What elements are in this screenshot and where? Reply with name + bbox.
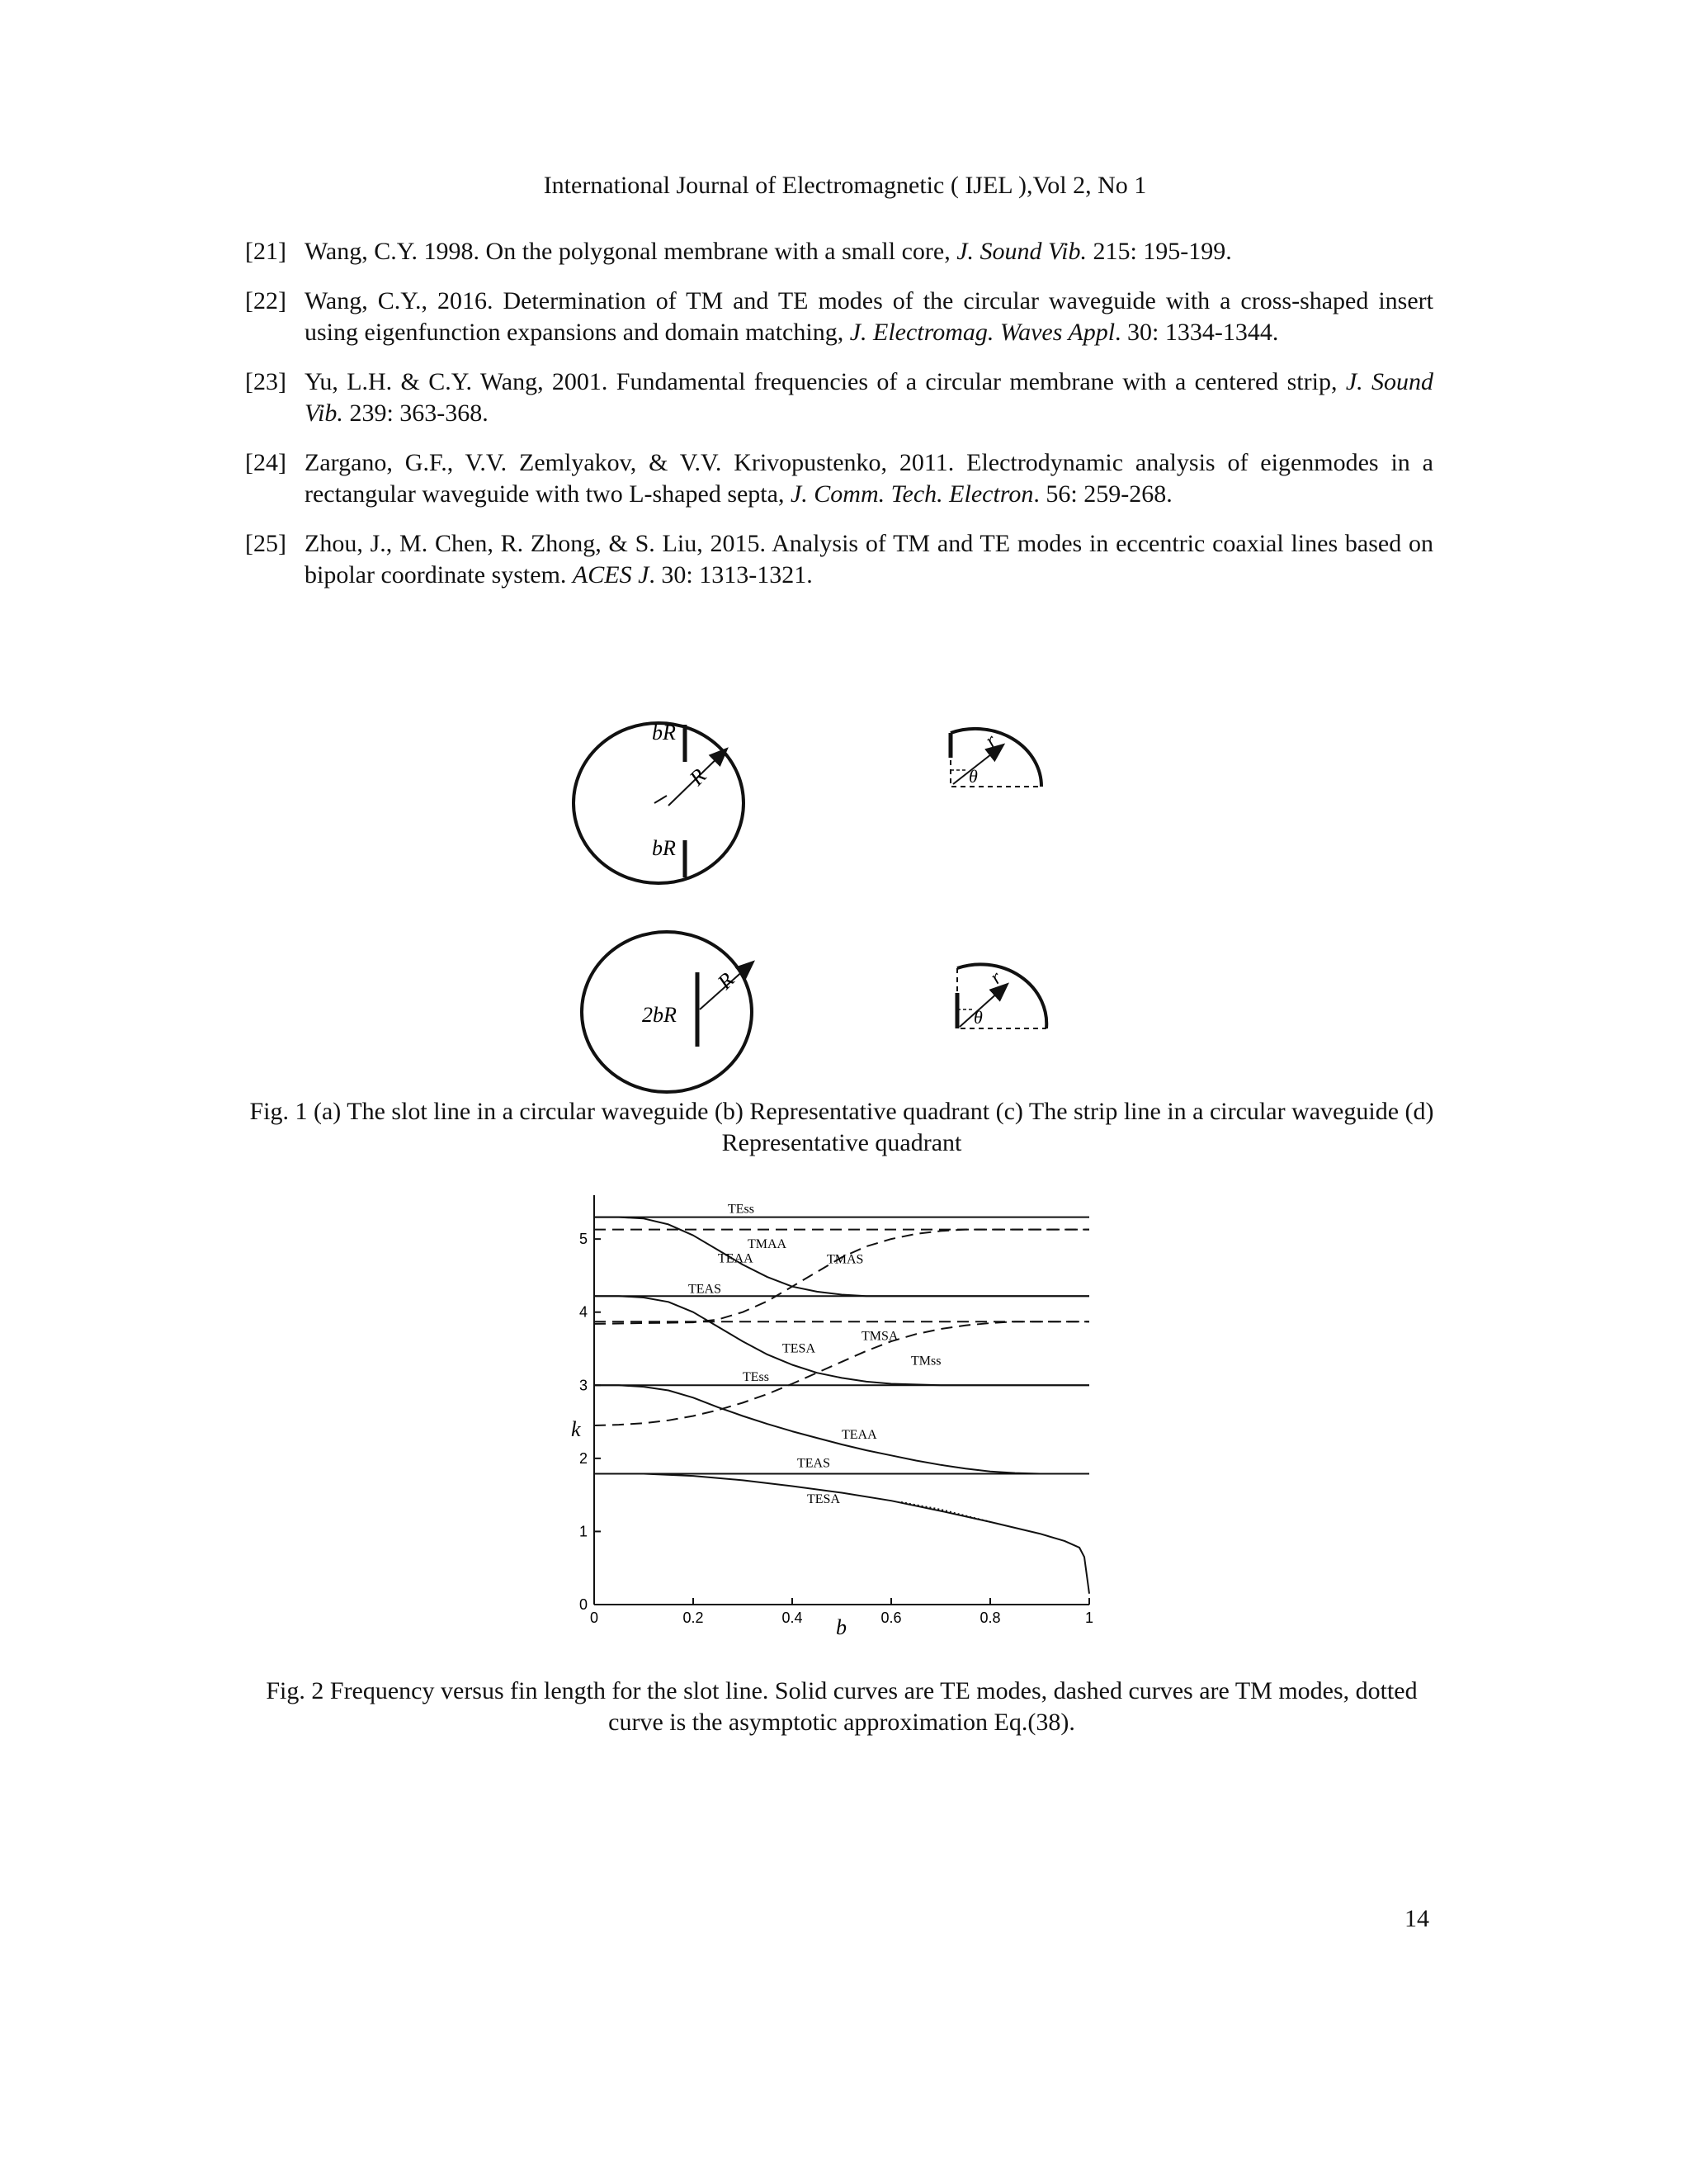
- series-label: TEAS: [797, 1456, 830, 1471]
- reference-item: [245, 528, 1433, 591]
- reference-item: [245, 286, 1433, 348]
- running-header: International Journal of Electromagnetic ( IJEL ),Vol 2, No 1: [543, 172, 1147, 199]
- reference-item: [245, 236, 1433, 267]
- x-tick-label: 1: [1084, 1610, 1094, 1626]
- slot-line-diagram: [574, 721, 744, 883]
- reference-detail: . 30: 1313-1321.: [649, 561, 813, 589]
- reference-text: Yu, L.H. & C.Y. Wang, 2001. Fundamental frequencies of a circular membrane with a centered strip,: [304, 368, 1346, 395]
- y-tick-label: 5: [578, 1231, 588, 1248]
- reference-journal: J. Comm. Tech. Electron: [790, 480, 1034, 508]
- quadrant-diagram-d: [957, 964, 1046, 1028]
- strip-line-diagram: [582, 932, 753, 1092]
- page-number: 14: [1404, 1905, 1429, 1932]
- y-axis-label: k: [571, 1417, 581, 1441]
- reference-detail: 215: 195-199.: [1086, 238, 1232, 265]
- x-tick-label: 0.2: [682, 1610, 704, 1626]
- reference-list: [245, 236, 1433, 609]
- reference-text: Zhou, J., M. Chen, R. Zhong, & S. Liu, 2015. Analysis of TM and TE modes in eccentric coaxial lines based on bipolar coordinate system.: [304, 530, 1433, 589]
- y-tick-label: 3: [578, 1377, 588, 1394]
- figure-2-chart: [561, 1195, 1122, 1641]
- series-label: TEss: [728, 1202, 754, 1217]
- series-label: TMAS: [827, 1252, 864, 1267]
- reference-detail: . 56: 259-268.: [1033, 480, 1173, 508]
- reference-journal: ACES J: [572, 561, 649, 589]
- x-tick-label: 0.8: [980, 1610, 1001, 1626]
- series-line-tesa: [594, 1474, 1089, 1594]
- reference-journal: J. Sound Vib.: [956, 238, 1087, 265]
- y-tick-label: 4: [578, 1303, 588, 1321]
- x-axis-label: b: [836, 1615, 847, 1639]
- reference-number: [24]: [245, 449, 286, 476]
- series-label: TESA: [807, 1491, 840, 1506]
- reference-detail: . 30: 1334-1344.: [1115, 319, 1279, 346]
- strip-length-label: 2bR: [642, 1003, 677, 1027]
- reference-item: [245, 366, 1433, 429]
- series-label: TEss: [743, 1369, 769, 1384]
- series-label: TEAS: [688, 1282, 721, 1297]
- series-label: TMAA: [748, 1236, 787, 1251]
- figure-2-caption: Fig. 2 Frequency versus fin length for the slot line. Solid curves are TE modes, dashed curves are TM modes, dotted curve is the asymptotic approximation Eq.(38).: [266, 1677, 1418, 1736]
- radial-coordinate-label: r: [986, 967, 1007, 989]
- angle-label: θ: [969, 766, 978, 787]
- reference-text: Wang, C.Y. 1998. On the polygonal membrane with a small core,: [304, 238, 957, 265]
- series-line-tmas: [594, 1230, 1089, 1324]
- y-tick-label: 2: [578, 1449, 588, 1467]
- angle-label: θ: [974, 1007, 983, 1028]
- figure-1-caption: Fig. 1 (a) The slot line in a circular waveguide (b) Representative quadrant (c) The strip line in a circular waveguide (d) Representative quadrant: [249, 1098, 1434, 1156]
- reference-number: [21]: [245, 238, 286, 265]
- reference-number: [23]: [245, 368, 286, 395]
- series-label: TEAA: [718, 1251, 753, 1266]
- reference-text: Wang, C.Y., 2016. Determination of TM and TE modes of the circular waveguide with a cross-shaped insert using eigenfunction expansions and domain matching,: [304, 287, 1433, 346]
- figure-1-diagrams: [569, 700, 1081, 1096]
- quadrant-diagram-b: [951, 729, 1041, 787]
- slot-length-label: bR: [652, 836, 676, 860]
- reference-number: [22]: [245, 287, 286, 314]
- series-line-tesa: [594, 1296, 1089, 1385]
- reference-item: [245, 447, 1433, 510]
- series-label: TEAA: [842, 1427, 877, 1442]
- series-label: TESA: [782, 1341, 815, 1356]
- series-label: TMSA: [862, 1329, 899, 1344]
- y-tick-label: 0: [578, 1596, 588, 1613]
- radial-coordinate-label: r: [981, 730, 1002, 752]
- x-tick-label: 0.6: [880, 1610, 902, 1626]
- y-tick-label: 1: [578, 1523, 588, 1540]
- radius-label: R: [684, 763, 711, 791]
- x-tick-label: 0: [589, 1610, 599, 1626]
- radius-label: R: [712, 967, 739, 995]
- series-line-tmss: [594, 1321, 1089, 1425]
- reference-journal: J. Sound Vib.: [304, 368, 1433, 427]
- reference-journal: J. Electromag. Waves Appl: [849, 319, 1116, 346]
- reference-text: Zargano, G.F., V.V. Zemlyakov, & V.V. Krivopustenko, 2011. Electrodynamic analysis of eigenmodes in a rectangular waveguide with two L-shaped septa,: [304, 449, 1433, 508]
- reference-number: [25]: [245, 530, 286, 557]
- slot-length-label: bR: [652, 721, 676, 745]
- x-tick-label: 0.4: [781, 1610, 803, 1626]
- reference-detail: 239: 363-368.: [342, 399, 489, 427]
- series-label: TMss: [911, 1354, 942, 1369]
